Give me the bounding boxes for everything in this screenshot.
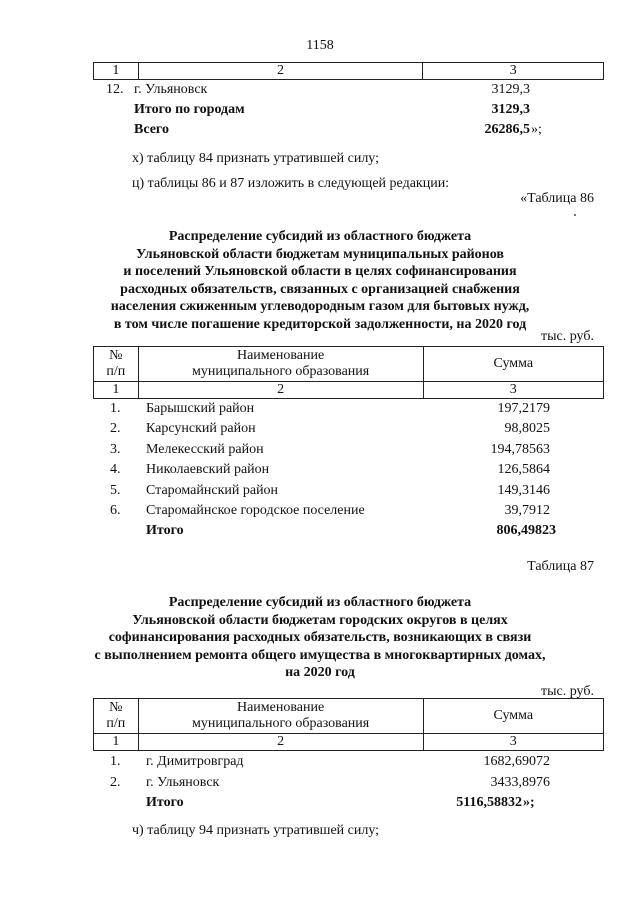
row-value: 194,78563	[490, 442, 550, 457]
row-name: Всего	[134, 122, 169, 137]
paragraph-x: х) таблицу 84 признать утратившей силу;	[132, 151, 380, 166]
row-value: 197,2179	[497, 401, 550, 416]
row-value: 3129,3	[491, 82, 530, 97]
table-row	[0, 460, 640, 480]
col-num-line1: №	[109, 348, 123, 363]
table-row	[0, 80, 640, 100]
scan-speck	[574, 214, 576, 216]
total-value: 5116,58832	[456, 795, 522, 810]
row-value: 3129,3	[491, 102, 530, 117]
row-value: 3433,8976	[490, 775, 550, 790]
title-line: с выполнением ремонта общего имущества в многоквартирных домах,	[94, 647, 546, 663]
col-index-3: 3	[423, 734, 603, 751]
row-number: 2.	[110, 775, 121, 790]
col-index-2: 2	[138, 734, 423, 751]
table-row	[0, 501, 640, 521]
row-value: 39,7912	[504, 503, 550, 518]
table-row	[0, 100, 640, 120]
total-label: Итого	[146, 795, 184, 810]
row-name: г. Ульяновск	[146, 775, 220, 790]
title-line: и поселений Ульяновской области в целях софинансирования	[123, 264, 517, 279]
table-row	[0, 773, 640, 793]
col-header-name	[138, 347, 423, 382]
title-line: Распределение субсидий из областного бюджета	[168, 595, 472, 610]
table87-units: тыс. руб.	[541, 684, 594, 699]
row-number: 2.	[110, 421, 121, 436]
table86-units: тыс. руб.	[541, 329, 594, 344]
row-number: 4.	[110, 462, 121, 477]
row-value: 149,3146	[497, 483, 550, 498]
row-number: 1.	[110, 754, 121, 769]
row-value: 98,8025	[504, 421, 550, 436]
title-line: Распределение субсидий из областного бюджета	[168, 229, 472, 244]
table87-label: Таблица 87	[527, 559, 594, 574]
row-name: Итого по городам	[134, 102, 245, 117]
row-value: 26286,5	[484, 122, 530, 137]
table86-header	[93, 346, 604, 399]
total-suffix: »;	[523, 795, 535, 810]
col-num-line2: п/п	[106, 716, 126, 731]
col-index-1: 1	[94, 734, 139, 751]
title-line: расходных обязательств, связанных с организацией снабжения	[120, 281, 520, 297]
col-header-sum: Сумма	[423, 347, 603, 382]
col-index-1: 1	[94, 382, 139, 399]
title-line: софинансирования расходных обязательств, возникающих в связи	[108, 630, 532, 645]
col-num-line2: п/п	[106, 364, 126, 379]
col-name-line1: Наименование	[236, 348, 325, 363]
col-name-line2: муниципального образования	[191, 364, 370, 379]
table-row	[0, 752, 640, 772]
row-number: 5.	[110, 483, 121, 498]
top-col-1: 1	[94, 63, 139, 80]
table87-header	[93, 698, 604, 751]
row-name: г. Димитровград	[146, 754, 244, 769]
page-number: 1158	[306, 38, 334, 53]
col-num-line1: №	[109, 700, 123, 715]
row-value: 126,5864	[497, 462, 550, 477]
row-name: Мелекесский район	[146, 442, 264, 457]
col-header-sum: Сумма	[423, 699, 603, 734]
row-name: Карсунский район	[146, 421, 256, 436]
row-number: 3.	[110, 442, 121, 457]
title-line: на 2020 год	[285, 665, 355, 680]
col-header-name	[138, 699, 423, 734]
col-name-line1: Наименование	[236, 700, 325, 715]
table-row-total	[0, 521, 640, 541]
col-index-3: 3	[423, 382, 603, 399]
paragraph-ts: ц) таблицы 86 и 87 изложить в следующей редакции:	[132, 176, 450, 191]
table86-label: «Таблица 86	[520, 191, 594, 206]
row-name: Барышский район	[146, 401, 255, 416]
col-header-number	[94, 347, 139, 382]
title-line: Ульяновской области бюджетам муниципальных районов	[136, 246, 504, 262]
paragraph-ch: ч) таблицу 94 признать утратившей силу;	[132, 823, 380, 838]
row-number: 12.	[106, 82, 124, 97]
row-number: 6.	[110, 503, 121, 518]
col-name-line2: муниципального образования	[191, 716, 370, 731]
table-row-total	[0, 793, 640, 813]
row-name: г. Ульяновск	[134, 82, 208, 97]
top-col-2: 2	[138, 63, 423, 80]
title-line: Ульяновской области бюджетам городских округов в целях	[132, 612, 508, 628]
table87-title	[0, 594, 640, 682]
table-row	[0, 120, 640, 140]
table-row	[0, 440, 640, 460]
title-line: населения сжиженным углеводородным газом для бытовых нужд,	[110, 299, 530, 314]
table-row	[0, 419, 640, 439]
top-col-3: 3	[423, 63, 604, 80]
col-index-2: 2	[138, 382, 423, 399]
row-name: Старомайнское городское поселение	[146, 503, 365, 518]
row-suffix: »;	[531, 122, 542, 137]
table-row	[0, 481, 640, 501]
col-header-number	[94, 699, 139, 734]
total-value: 806,49823	[496, 523, 556, 538]
table-row	[0, 399, 640, 419]
row-number: 1.	[110, 401, 121, 416]
title-line: в том числе погашение кредиторской задолженности, на 2020 год	[113, 316, 527, 332]
row-name: Старомайнский район	[146, 483, 279, 498]
row-value: 1682,69072	[483, 754, 550, 769]
top-table-header	[93, 62, 604, 80]
table86-title	[0, 228, 640, 333]
total-label: Итого	[146, 523, 184, 538]
row-name: Николаевский район	[146, 462, 270, 477]
